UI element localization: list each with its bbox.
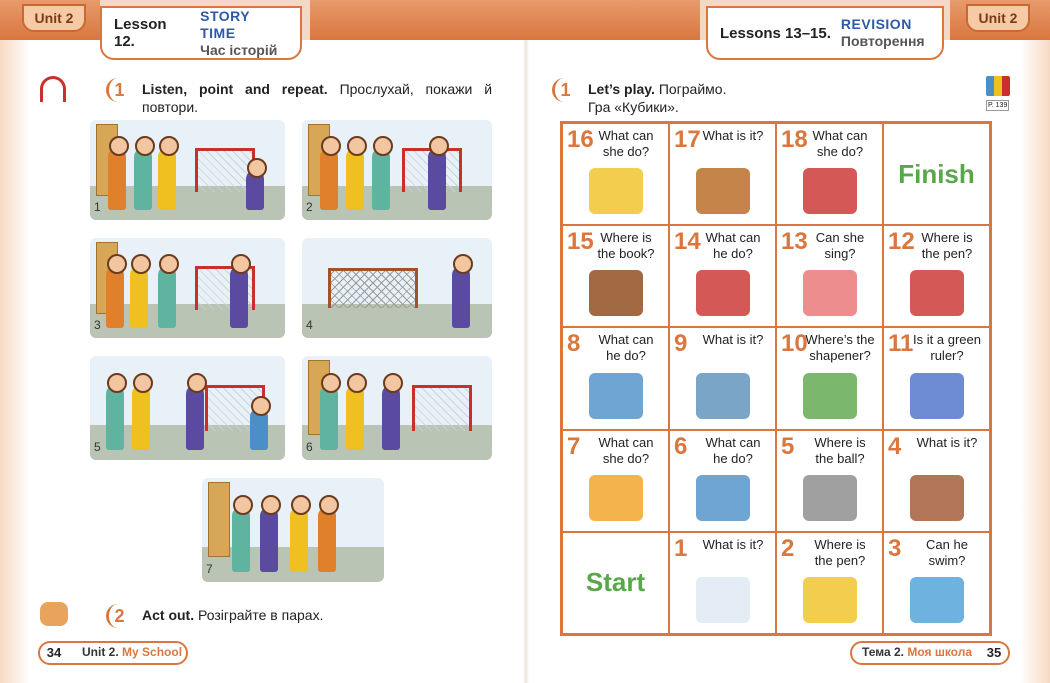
pair-work-icon: [40, 602, 68, 626]
bookcase-icon: [910, 475, 964, 521]
cell-question: What is it?: [702, 128, 764, 143]
right-margin: [1020, 40, 1050, 683]
top-band-center: [310, 0, 700, 40]
swimmer-icon: [910, 577, 964, 623]
cell-question: Where is the ball?: [814, 434, 866, 466]
reading-girl-icon: [803, 168, 857, 214]
footer-left-title: [82, 645, 182, 659]
cell-question: Where’s the shapener?: [805, 332, 875, 364]
story-panel: [90, 238, 285, 338]
game-cell: [562, 225, 669, 327]
desk-icon: [589, 270, 643, 316]
lesson-number: Lesson 12.: [114, 16, 167, 50]
exercise-instruction: [142, 80, 492, 116]
cell-number: 3: [888, 534, 902, 562]
board-game-grid: [560, 121, 992, 636]
game-cell: [562, 430, 669, 532]
cell-question: What can he do?: [705, 434, 761, 466]
story-panel: [90, 356, 285, 460]
instruction-ua-game: Гра «Кубики».: [588, 99, 679, 115]
headphones-icon: [40, 76, 66, 102]
game-cell: [669, 430, 776, 532]
footer-theme-title: Моя школа: [907, 645, 973, 659]
cell-number: 16: [567, 126, 594, 153]
cell-number: 15: [567, 228, 594, 256]
cell-number: 13: [781, 228, 808, 256]
lesson-title-ua: Час історій: [200, 41, 278, 58]
cell-question: What can she do?: [598, 434, 654, 466]
waving-boy-icon: [589, 373, 643, 419]
instruction-ua: Прослухай, покажи й повтори.: [142, 81, 493, 115]
book-spine: [523, 40, 529, 683]
game-cell: [776, 327, 883, 429]
door-icon: [696, 168, 750, 214]
ruler-icon: [910, 373, 964, 419]
panel-number: 2: [306, 200, 313, 214]
footer-theme: Тема 2.: [862, 645, 904, 659]
window-icon: [696, 373, 750, 419]
cell-question: What can he do?: [705, 230, 761, 262]
cell-number: 18: [781, 126, 808, 153]
unit-tab-right: Unit 2: [966, 4, 1030, 32]
instruction-ua: Пограймо.: [658, 81, 727, 97]
chair-ball-icon: [803, 475, 857, 521]
singing-girl-icon: [803, 270, 857, 316]
exercise-number: 1: [552, 78, 576, 102]
cell-question: Can she sing?: [815, 230, 865, 262]
tennis-girl-icon: [589, 475, 643, 521]
instruction-ua: Розіграйте в парах.: [198, 607, 324, 623]
instruction-en: Listen, point and repeat.: [142, 81, 328, 97]
cell-number: 17: [674, 126, 701, 153]
game-cell: [883, 430, 990, 532]
cell-question: What can she do?: [598, 128, 654, 159]
panel-number: 7: [206, 562, 213, 576]
cell-question: What is it?: [702, 332, 764, 348]
game-cell: [883, 123, 990, 225]
cell-number: 7: [567, 432, 581, 460]
game-cell: [669, 532, 776, 634]
left-margin: [0, 40, 30, 683]
lesson-header-left: [100, 6, 302, 60]
game-cell: [883, 327, 990, 429]
story-panel: [302, 120, 492, 220]
cell-question: Can he swim?: [926, 536, 968, 568]
page-number: 35: [986, 644, 1002, 660]
game-cell: [883, 225, 990, 327]
cell-number: 1: [674, 534, 688, 562]
reading-boy-icon: [696, 270, 750, 316]
cubes-icon: [986, 76, 1010, 116]
skipping-boy-icon: [696, 475, 750, 521]
game-cell: [776, 430, 883, 532]
panel-number: 5: [94, 440, 101, 454]
story-panel: [302, 238, 492, 338]
page-reference: P. 139: [988, 102, 1008, 109]
game-cell: [562, 532, 669, 634]
game-cell: [669, 225, 776, 327]
pencil-case-icon: [803, 577, 857, 623]
game-cell: [562, 123, 669, 225]
lesson-header-right: [706, 6, 944, 60]
cell-number: 9: [674, 330, 688, 358]
panel-number: 3: [94, 318, 101, 332]
exercise-instruction: [588, 80, 888, 116]
cell-number: 4: [888, 432, 902, 460]
exercise-number: 2: [106, 604, 130, 628]
cell-question: What can he do?: [598, 332, 654, 364]
footer-unit-title: My School: [122, 645, 183, 659]
exercise-number: 1: [106, 78, 130, 102]
cell-number: 8: [567, 330, 581, 358]
story-panel: [90, 120, 285, 220]
open-book-icon: [803, 373, 857, 419]
story-panel: [302, 356, 492, 460]
cell-number: 12: [888, 228, 915, 256]
instruction-en: Act out.: [142, 607, 195, 623]
game-cell: [776, 532, 883, 634]
board-icon: [696, 577, 750, 623]
game-cell: [669, 123, 776, 225]
story-panel: [202, 478, 384, 582]
game-cell: [776, 123, 883, 225]
panel-number: 6: [306, 440, 313, 454]
cell-question: Where is the pen?: [921, 230, 973, 262]
lesson-number: Lessons 13–15.: [720, 24, 831, 42]
finish-label: Finish: [898, 158, 975, 189]
lesson-title-ua: Повторення: [840, 33, 925, 49]
lesson-title-en: REVISION: [840, 16, 912, 32]
instruction-en: Let’s play.: [588, 81, 655, 97]
cell-question: Where is the book?: [597, 230, 655, 262]
cell-number: 5: [781, 432, 795, 460]
game-cell: [776, 225, 883, 327]
cell-question: Is it a green ruler?: [913, 332, 981, 364]
footer-right-title: [862, 645, 972, 659]
cell-number: 2: [781, 534, 795, 562]
cell-number: 14: [674, 228, 701, 256]
page-number: 34: [46, 644, 62, 660]
game-cell: [669, 327, 776, 429]
cell-question: What is it?: [916, 434, 978, 450]
unit-tab-left: Unit 2: [22, 4, 86, 32]
footer-unit: Unit 2.: [82, 645, 119, 659]
book-icon: [910, 270, 964, 316]
game-cell: [562, 327, 669, 429]
panel-number: 4: [306, 318, 313, 332]
writing-girl-icon: [589, 168, 643, 214]
game-cell: [883, 532, 990, 634]
panel-number: 1: [94, 200, 101, 214]
cell-question: What can she do?: [812, 128, 868, 159]
cell-number: 10: [781, 330, 808, 358]
cell-number: 6: [674, 432, 688, 460]
cell-question: Where is the pen?: [814, 536, 866, 568]
exercise-instruction: [142, 606, 442, 624]
lesson-title-en: STORY TIME: [200, 7, 250, 41]
cell-question: What is it?: [702, 536, 764, 552]
cell-number: 11: [888, 330, 914, 358]
start-label: Start: [585, 567, 646, 598]
